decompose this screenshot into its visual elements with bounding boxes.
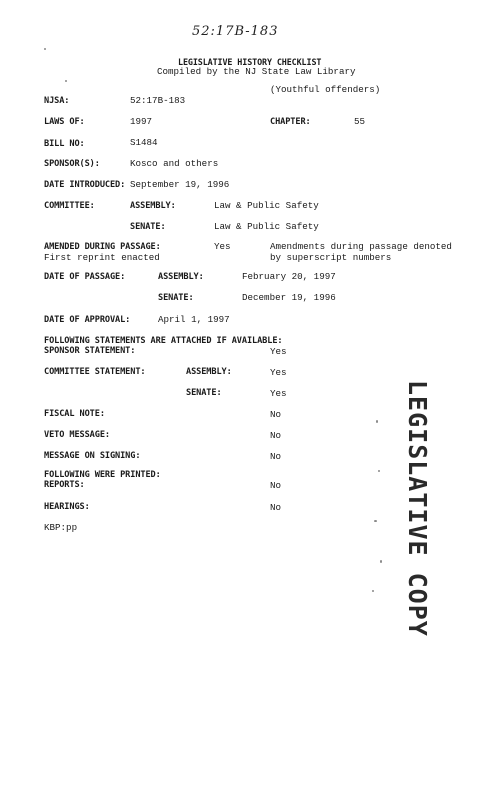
date-introduced-label: DATE INTRODUCED: [44,180,126,190]
document-subtitle: Compiled by the NJ State Law Library [157,66,356,77]
reports-value: No [270,480,282,491]
njsa-label: NJSA: [44,96,70,106]
printed-heading: FOLLOWING WERE PRINTED: [44,470,161,480]
message-on-signing-label: MESSAGE ON SIGNING: [44,451,141,461]
date-of-approval-label: DATE OF APPROVAL: [44,315,131,325]
hearings-label: HEARINGS: [44,502,90,512]
hearings-value: No [270,502,282,513]
laws-of-value: 1997 [130,116,153,127]
scan-speck [372,590,374,592]
message-on-signing-value: No [270,451,282,462]
amended-sub: First reprint enacted [44,252,160,263]
committee-senate-label: SENATE: [130,222,166,232]
passage-assembly-value: February 20, 1997 [242,271,336,282]
veto-message-label: VETO MESSAGE: [44,430,110,440]
statements-heading: FOLLOWING STATEMENTS ARE ATTACHED IF AVAILABLE: [44,336,283,346]
date-of-approval-value: April 1, 1997 [158,314,230,325]
committee-statement-assembly-value: Yes [270,367,287,378]
veto-message-value: No [270,430,282,441]
bill-no-label: BILL NO: [44,139,85,149]
bill-no-value: S1484 [130,137,158,148]
date-of-passage-label: DATE OF PASSAGE: [44,272,126,282]
sponsor-statement-label: SPONSOR STATEMENT: [44,346,136,356]
reports-label: REPORTS: [44,480,85,490]
njsa-value: 52:17B-183 [130,95,186,106]
passage-senate-value: December 19, 1996 [242,292,336,303]
committee-statement-senate-value: Yes [270,388,287,399]
laws-of-label: LAWS OF: [44,117,85,127]
scan-speck [380,560,382,563]
amended-note-line1: Amendments during passage denoted [270,241,452,252]
committee-statement-assembly-label: ASSEMBLY: [186,367,232,377]
committee-label: COMMITTEE: [44,201,95,211]
chapter-label: CHAPTER: [270,117,311,127]
committee-senate-value: Law & Public Safety [214,221,319,232]
legislative-copy-stamp: LEGISLATIVE COPY [403,380,432,637]
passage-senate-label: SENATE: [158,293,194,303]
amended-label: AMENDED DURING PASSAGE: [44,242,161,252]
document-title: LEGISLATIVE HISTORY CHECKLIST [178,57,322,67]
scan-speck [378,470,380,472]
chapter-value: 55 [354,116,366,127]
passage-assembly-label: ASSEMBLY: [158,272,204,282]
committee-statement-senate-label: SENATE: [186,388,222,398]
preparer-initials: KBP:pp [44,522,78,533]
scan-speck [374,520,377,522]
sponsors-label: SPONSOR(S): [44,159,100,169]
subject-note: (Youthful offenders) [270,84,381,95]
committee-assembly-label: ASSEMBLY: [130,201,176,211]
scan-speck [65,80,67,82]
date-introduced-value: September 19, 1996 [130,179,230,190]
fiscal-note-value: No [270,409,282,420]
scan-speck [44,48,46,50]
fiscal-note-label: FISCAL NOTE: [44,409,105,419]
handwritten-citation: 52:17B-183 [192,24,279,39]
amended-note-line2: by superscript numbers [270,252,392,263]
amended-value: Yes [214,241,231,252]
committee-assembly-value: Law & Public Safety [214,200,319,211]
sponsors-value: Kosco and others [130,158,219,169]
committee-statement-label: COMMITTEE STATEMENT: [44,367,146,377]
scan-speck [376,420,378,423]
sponsor-statement-value: Yes [270,346,287,357]
